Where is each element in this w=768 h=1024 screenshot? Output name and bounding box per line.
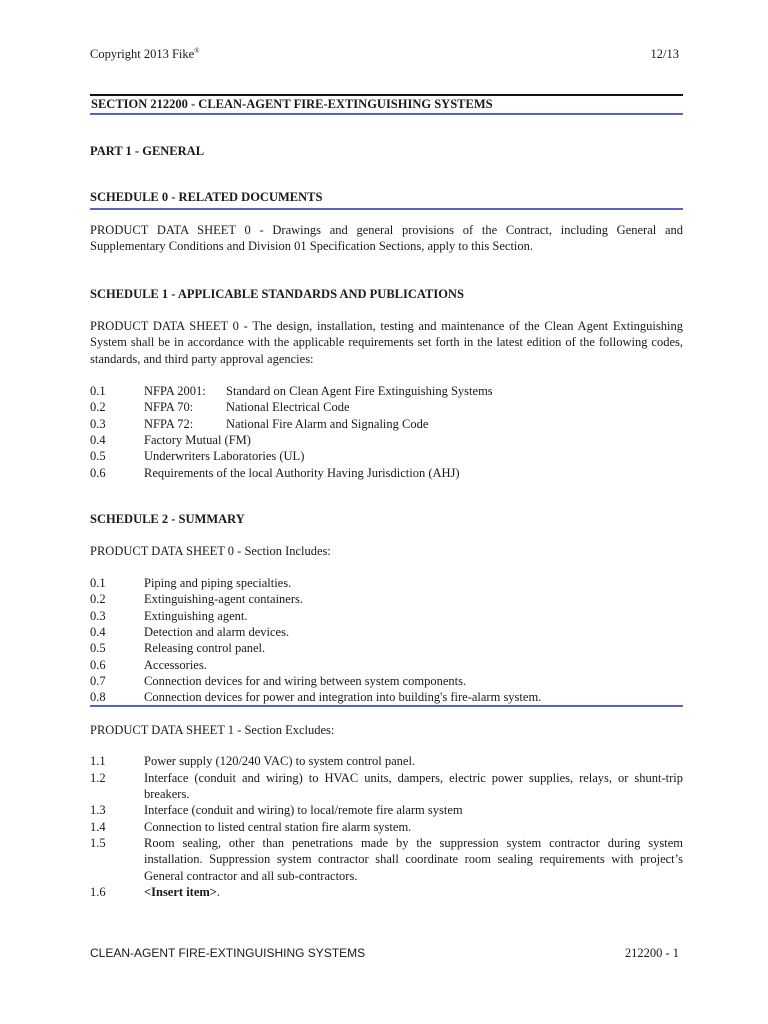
schedule-1-paragraph: PRODUCT DATA SHEET 0 - The design, installation, testing and maintenance of the Clean Agent Extinguishing System shall be in accordance with the applicable requirements set forth in the latest edition of the following codes, standards, and third party approval agencies: [90, 319, 683, 366]
item-number: 0.8 [90, 690, 106, 705]
standard-code: NFPA 2001: [144, 384, 206, 398]
item-text: Connection devices for power and integration into building's fire-alarm system. [144, 690, 542, 705]
item-text [144, 416, 683, 432]
item-number: 0.3 [90, 608, 106, 623]
item-number: 1.2 [90, 771, 106, 785]
includes-intro: PRODUCT DATA SHEET 0 - Section Includes: [90, 544, 331, 558]
item-text: Underwriters Laboratories (UL) [144, 449, 305, 464]
item-text [144, 884, 683, 900]
item-text: Extinguishing agent. [144, 608, 248, 623]
standard-title: National Fire Alarm and Signaling Code [226, 416, 429, 431]
part-title: PART 1 - GENERAL [90, 144, 205, 158]
footer-title: CLEAN-AGENT FIRE-EXTINGUISHING SYSTEMS [90, 946, 366, 960]
standard-title: National Electrical Code [226, 400, 350, 415]
schedule-2-heading: SCHEDULE 2 - SUMMARY [90, 512, 245, 526]
schedule-1-heading: SCHEDULE 1 - APPLICABLE STANDARDS AND PUBLICATIONS [90, 287, 464, 301]
standard-code: NFPA 70: [144, 400, 194, 415]
schedule-0-paragraph: PRODUCT DATA SHEET 0 - Drawings and general provisions of the Contract, including General and Supplementary Conditions and Division 01 Specification Sections, apply to this Section. [90, 223, 683, 254]
item-number: 0.6 [90, 465, 106, 480]
copyright-notice [90, 47, 200, 62]
item-text: Connection devices for and wiring between system components. [144, 673, 467, 688]
item-text [144, 383, 683, 399]
item-number: 0.7 [90, 673, 106, 688]
insert-item-placeholder: <Insert item> [144, 885, 217, 899]
schedule-0-rule [90, 208, 683, 210]
item-text: Piping and piping specialties. [144, 576, 292, 590]
item-number: 0.2 [90, 400, 106, 415]
standard-title: Standard on Clean Agent Fire Extinguishing Systems [226, 384, 493, 398]
item-number: 0.4 [90, 432, 106, 447]
item-text: Interface (conduit and wiring) to local/remote fire alarm system [144, 803, 463, 817]
item-suffix: . [216, 885, 221, 899]
excludes-intro: PRODUCT DATA SHEET 1 - Section Excludes: [90, 723, 335, 737]
item-text: Connection to listed central station fire alarm system. [144, 820, 412, 834]
item-text: Factory Mutual (FM) [144, 432, 251, 447]
item-text: Power supply (120/240 VAC) to system control panel. [144, 754, 416, 768]
item-number: 1.3 [90, 803, 106, 817]
item-number: 1.6 [90, 885, 106, 899]
includes-rule [90, 705, 683, 707]
item-number: 0.5 [90, 641, 106, 656]
item-text: Accessories. [144, 657, 207, 672]
revision-date: 12/13 [650, 47, 679, 61]
copyright-text: Copyright 2013 Fike [90, 47, 195, 61]
section-title: SECTION 212200 - CLEAN-AGENT FIRE-EXTINGUISHING SYSTEMS [90, 94, 683, 115]
item-number: 0.5 [90, 449, 106, 464]
item-text: Requirements of the local Authority Having Jurisdiction (AHJ) [144, 465, 460, 480]
item-number: 1.4 [90, 820, 106, 834]
item-text: Room sealing, other than penetrations made by the suppression system contractor during system installation. Suppression system contractor shall coordinate room sealing requirements with project’s General contractor and all sub-contractors. [144, 836, 683, 883]
item-number: 0.1 [90, 384, 106, 398]
document-page [90, 0, 683, 1024]
item-text: Extinguishing-agent containers. [144, 592, 303, 607]
item-text: Detection and alarm devices. [144, 624, 290, 639]
item-number: 0.4 [90, 624, 106, 639]
item-number: 0.6 [90, 657, 106, 672]
page-number: 212200 - 1 [624, 946, 679, 960]
item-number: 1.5 [90, 836, 106, 850]
registered-mark: ® [194, 46, 200, 55]
schedule-0-heading: SCHEDULE 0 - RELATED DOCUMENTS [90, 190, 323, 204]
item-number: 0.1 [90, 576, 106, 590]
item-number: 0.2 [90, 592, 106, 607]
item-number: 1.1 [90, 754, 106, 768]
item-text: Releasing control panel. [144, 641, 266, 656]
standard-code: NFPA 72: [144, 416, 194, 431]
item-text: Interface (conduit and wiring) to HVAC units, dampers, electric power supplies, relays, or shunt-trip breakers. [144, 771, 683, 802]
item-number: 0.3 [90, 416, 106, 431]
item-text [144, 399, 683, 415]
